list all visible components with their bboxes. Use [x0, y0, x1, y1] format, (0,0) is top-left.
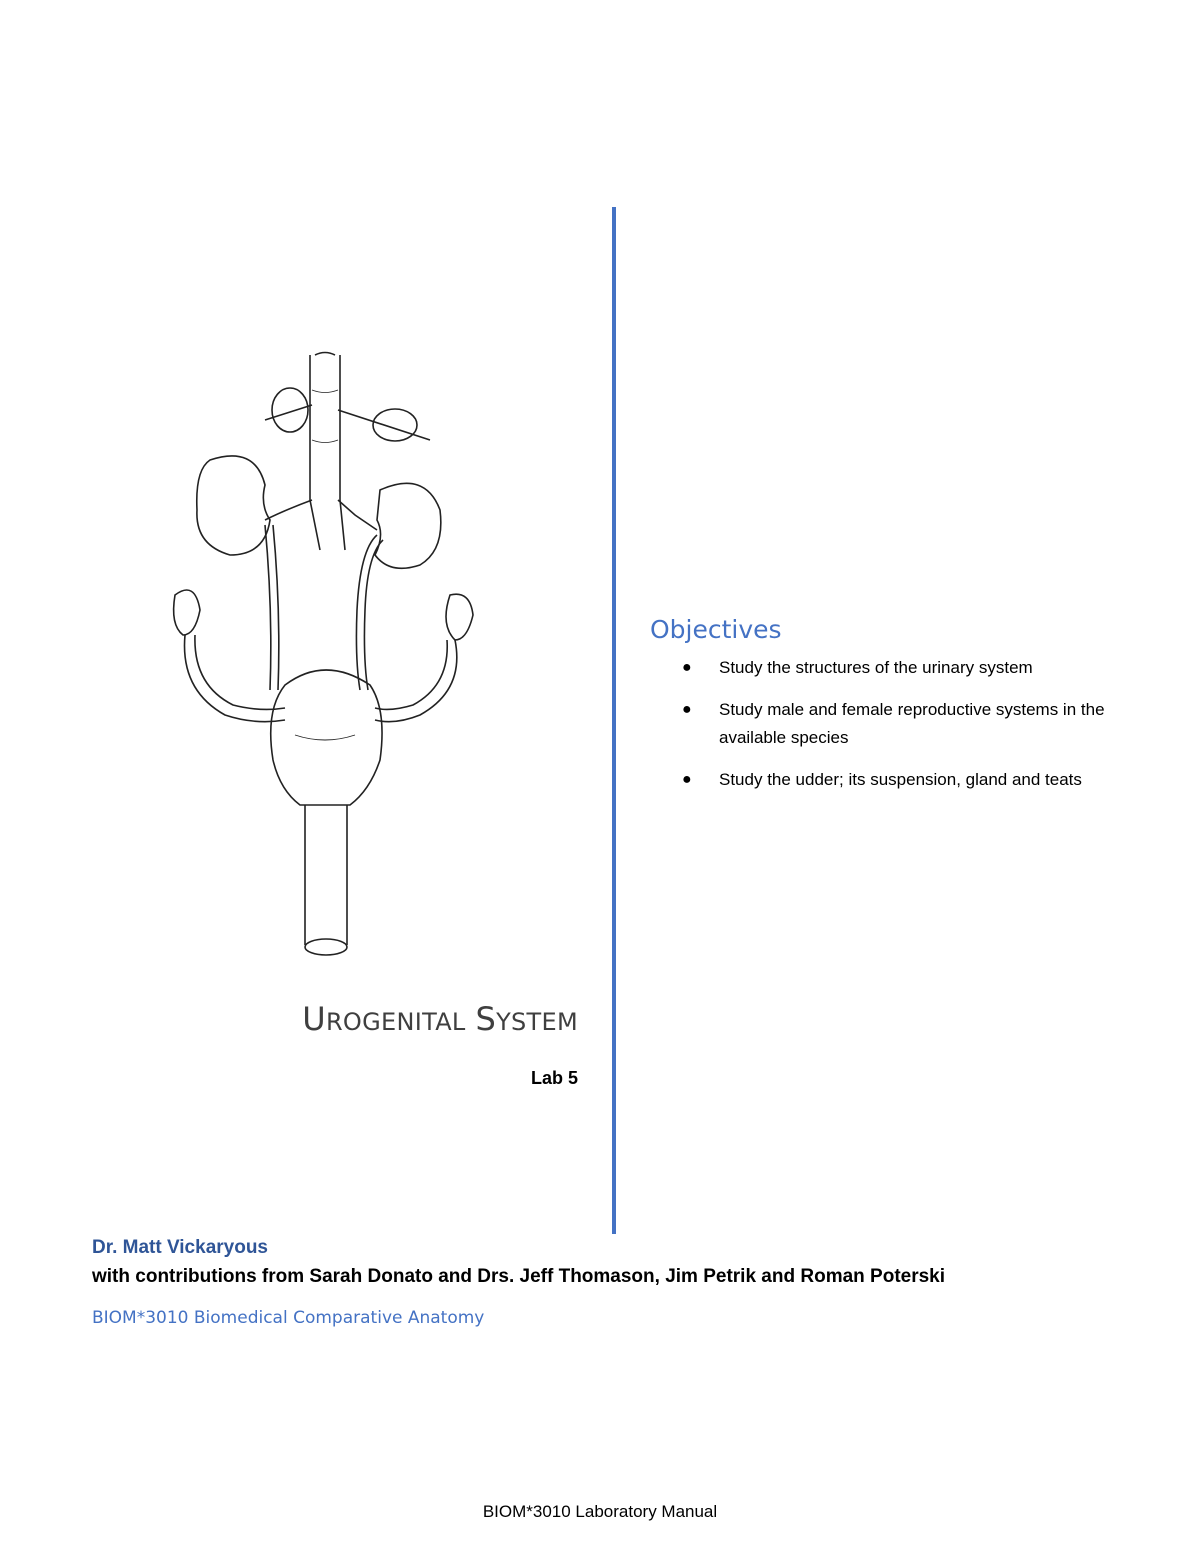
page-title — [180, 1000, 578, 1038]
objective-item — [650, 696, 1130, 752]
bullet-icon: ● — [682, 771, 692, 788]
title-word-2-rest: YSTEM — [496, 1008, 578, 1036]
objective-text: Study the structures of the urinary system — [719, 658, 1033, 677]
objective-text: Study male and female reproductive systems in the available species — [719, 700, 1105, 747]
title-initial-u: U — [302, 1000, 326, 1038]
title-word-1-rest: ROGENITAL — [325, 1008, 466, 1036]
title-initial-s: S — [475, 1000, 497, 1038]
objectives-list — [650, 654, 1130, 794]
bullet-icon: ● — [682, 659, 692, 676]
objective-item — [650, 766, 1130, 794]
objective-text: Study the udder; its suspension, gland and teats — [719, 770, 1082, 789]
vertical-divider — [612, 207, 616, 1234]
contributors-line: with contributions from Sarah Donato and Drs. Jeff Thomason, Jim Petrik and Roman Poterski — [92, 1266, 946, 1287]
page-footer: BIOM*3010 Laboratory Manual — [482, 1502, 718, 1521]
lab-label: Lab 5 — [530, 1068, 578, 1088]
urogenital-illustration — [155, 350, 495, 960]
objectives-heading: Objectives — [650, 615, 782, 644]
course-name: BIOM*3010 Biomedical Comparative Anatomy — [92, 1308, 485, 1328]
bullet-icon: ● — [682, 701, 692, 718]
author-name: Dr. Matt Vickaryous — [92, 1237, 269, 1258]
objective-item — [650, 654, 1130, 682]
objectives-section — [650, 615, 1130, 808]
